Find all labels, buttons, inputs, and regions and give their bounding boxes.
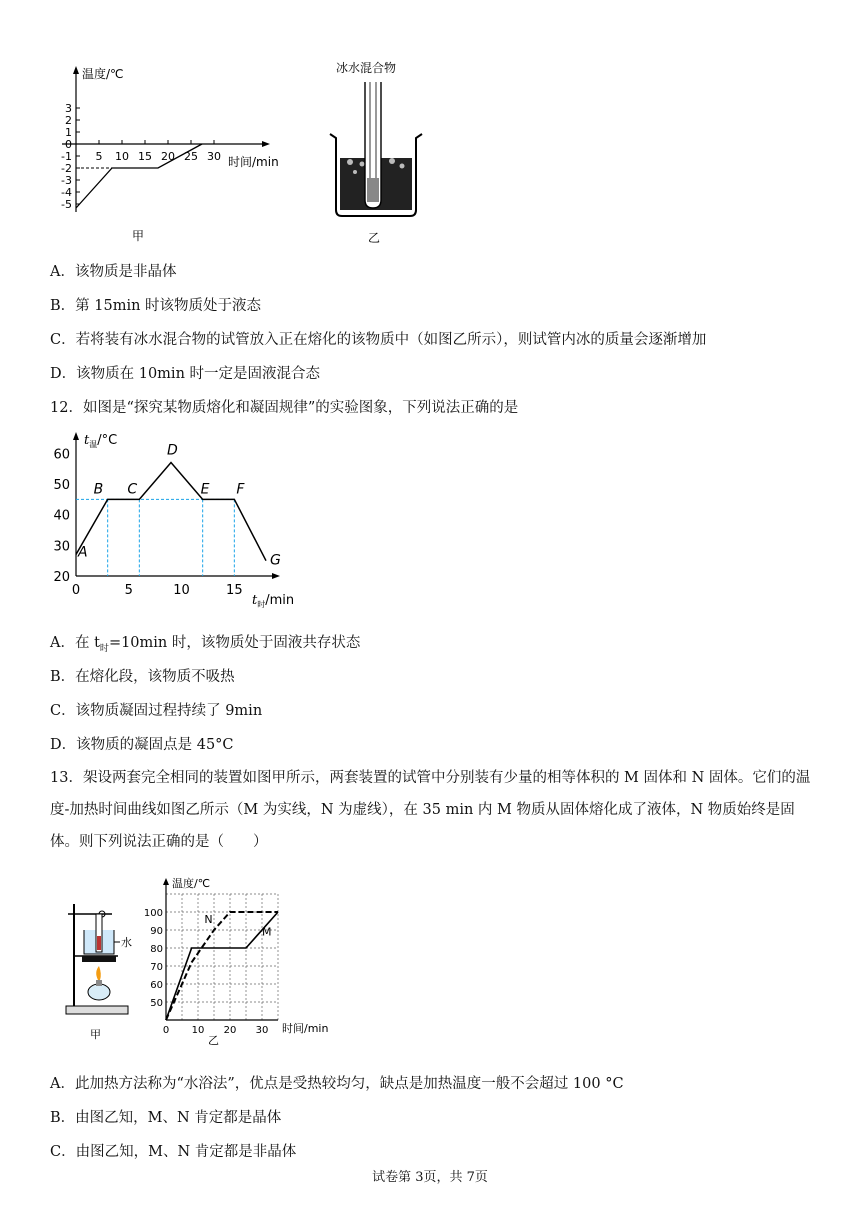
q12-ytick: 40	[53, 508, 70, 524]
q11-yi-caption: 乙	[368, 231, 381, 245]
q11-jia-xtick: 20	[161, 150, 175, 163]
q12-xlabel-unit: /min	[265, 593, 295, 608]
q12-point-label-f: F	[236, 481, 245, 498]
q13-ytick: 80	[150, 944, 163, 955]
q11-jia-ytick: -4	[61, 186, 72, 199]
q11-jia-ytick: 2	[65, 114, 72, 127]
q12-stem: 12．如图是“探究某物质熔化和凝固规律”的实验图象，下列说法正确的是	[50, 400, 519, 416]
q11-option-d: D．该物质在 10min 时一定是固液混合态	[50, 366, 321, 382]
q12-ylabel-main: t	[84, 433, 90, 448]
q13-xtick: 10	[191, 1025, 205, 1036]
q13-option-c: C．由图乙知，M、N 肯定都是非晶体	[50, 1144, 297, 1160]
q11-yi-label: 冰水混合物	[336, 61, 397, 75]
q11-jia-ytick: 1	[65, 126, 72, 139]
q13-option-a: A．此加热方法称为“水浴法”，优点是受热较均匀，缺点是加热温度一般不会超过 100 °C	[50, 1076, 624, 1092]
page-footer: 试卷第 3页，共 7页	[372, 1170, 488, 1185]
q11-jia-ytick: -1	[61, 150, 72, 163]
q12-ytick: 20	[53, 570, 70, 585]
q11-jia-xtick: 5	[95, 150, 103, 163]
q13-ytick: 90	[150, 926, 163, 937]
q12-xtick: 5	[124, 583, 133, 598]
q13-ylabel: 温度/℃	[172, 877, 211, 890]
q12-point-label-c: C	[127, 481, 138, 498]
q13-series-m-label: M	[262, 925, 272, 939]
q12-chart	[44, 428, 314, 618]
q12-ylabel-sub: 温	[89, 440, 98, 449]
q12-point-label-e: E	[200, 481, 210, 498]
q13-ytick: 70	[150, 962, 163, 973]
q11-jia-xtick: 10	[115, 150, 129, 163]
q11-jia-ytick: 0	[65, 138, 72, 151]
q11-graph-jia	[40, 62, 280, 252]
q12-xtick: 0	[71, 583, 81, 598]
q13-xlabel: 时间/min	[282, 1022, 329, 1035]
q12-xlabel-main: t	[252, 593, 258, 608]
q11-jia-ytick: -5	[61, 198, 72, 211]
q12-ytick: 60	[53, 447, 70, 463]
q12-ylabel-unit: /°C	[97, 433, 118, 448]
q13-xtick: 30	[255, 1025, 269, 1036]
q13-stem: 13．架设两套完全相同的装置如图甲所示，两套装置的试管中分别装有少量的相等体积的 M 固体和 N 固体。它们的温度-加热时间曲线如图乙所示（M 为实线，N 为虚线），在 35 min 内 M 物质从固体熔化成了液体，N 物质始终是固体。则下列说法正确的是（ ）	[50, 770, 811, 850]
q13-chart-yi	[143, 872, 340, 1048]
q11-beaker-yi	[322, 58, 432, 248]
q12-point-label-a: A	[78, 544, 88, 561]
q12-ylabel	[84, 433, 117, 449]
q12-point-label-g: G	[270, 552, 281, 569]
q13-yi-caption: 乙	[208, 1034, 219, 1047]
q12-option-a: A．在 $t_时=10\min$ 时，该物质处于固液共存状态	[50, 635, 361, 654]
q12-point-label-d: D	[167, 442, 178, 459]
q11-option-b: B．第 15min 时该物质处于液态	[50, 298, 262, 314]
q11-jia-xtick: 15	[138, 150, 152, 163]
q12-point-label-b: B	[93, 481, 104, 498]
q11-jia-ytick: -2	[61, 162, 72, 175]
q12-option-b: B．在熔化段，该物质不吸热	[50, 669, 235, 685]
q11-jia-ylabel: 温度/℃	[82, 67, 124, 81]
q13-series-n-label: N	[204, 912, 213, 926]
q11-jia-xtick: 25	[184, 150, 198, 163]
q12-option-d: D．该物质的凝固点是 45°C	[50, 737, 234, 753]
q11-jia-xtick: 30	[207, 150, 221, 163]
q13-apparatus-jia	[62, 896, 140, 1046]
q13-jia-water-label: 水	[121, 936, 132, 949]
q12-xlabel-sub: 时	[257, 600, 266, 609]
q12-xtick: 10	[173, 583, 190, 598]
q13-jia-caption: 甲	[90, 1028, 101, 1041]
q11-option-a: A．该物质是非晶体	[50, 264, 177, 280]
q13-ytick: 100	[143, 908, 163, 919]
q11-jia-xlabel: 时间/min	[228, 155, 279, 169]
q12-option-c: C．该物质凝固过程持续了 9min	[50, 703, 263, 719]
q12-ytick: 30	[53, 539, 70, 555]
q11-jia-caption: 甲	[132, 229, 145, 243]
q12-xtick: 15	[226, 583, 243, 598]
q12-xlabel	[252, 593, 294, 609]
q12-ytick: 50	[53, 478, 70, 493]
q11-option-c: C．若将装有冰水混合物的试管放入正在熔化的该物质中（如图乙所示），则试管内冰的质量会逐渐增加	[50, 332, 707, 348]
q11-jia-ytick: 3	[65, 102, 72, 115]
q13-ytick: 50	[150, 998, 163, 1009]
q13-option-b: B．由图乙知，M、N 肯定都是晶体	[50, 1110, 282, 1126]
q13-xtick: 20	[223, 1025, 237, 1036]
q13-xtick: 0	[162, 1025, 170, 1036]
q11-jia-ytick: -3	[61, 174, 72, 187]
q13-ytick: 60	[150, 980, 163, 991]
